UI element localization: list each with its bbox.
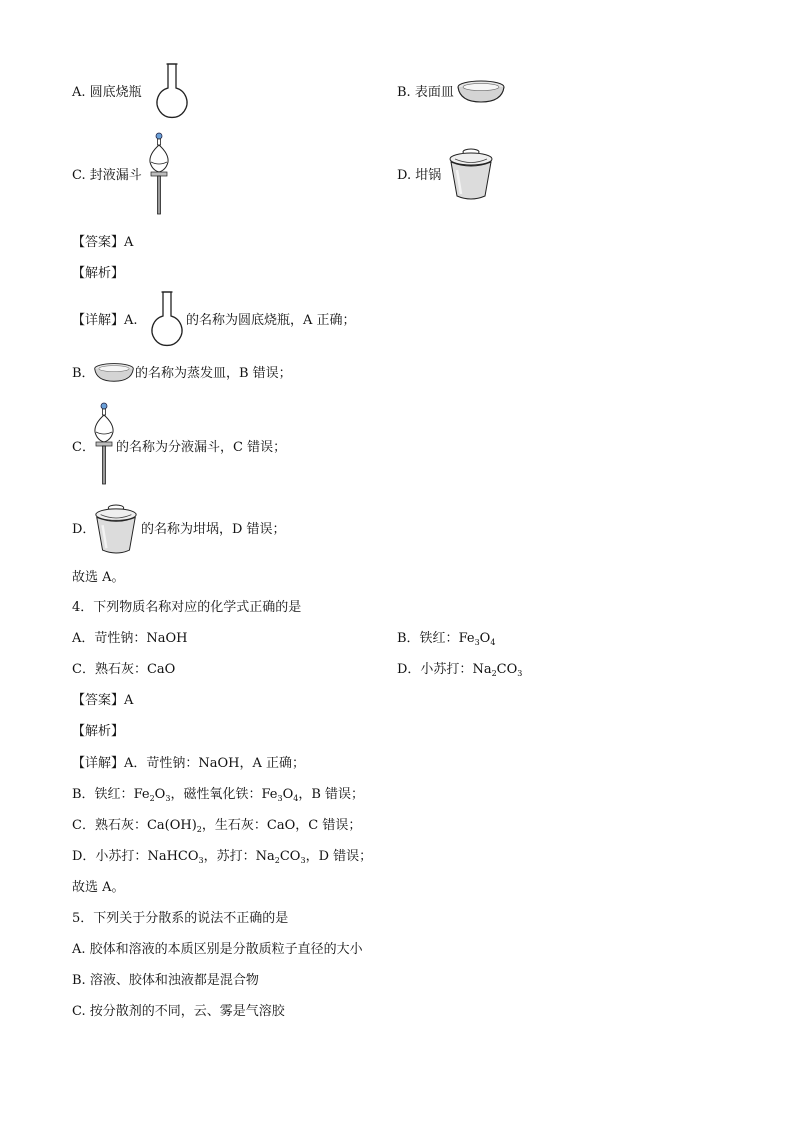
option-b-label: B. 表面皿 — [397, 85, 454, 100]
detail-b-text: 的名称为蒸发皿，B 错误； — [135, 366, 292, 381]
question-4: 4．下列物质名称对应的化学式正确的是 — [72, 600, 302, 615]
q4-option-a: A．苛性钠：NaOH — [72, 631, 188, 646]
answer-line: 【答案】A — [72, 235, 134, 250]
option-d-label: D. 坩锅 — [397, 168, 442, 183]
detail-a-prefix: 【详解】A. — [72, 313, 138, 328]
detail-b-prefix: B． — [72, 366, 95, 381]
option-c-label: C. 封液漏斗 — [72, 168, 142, 183]
watch-glass-icon — [456, 78, 506, 104]
separatory-funnel-icon — [147, 132, 171, 216]
q4-conclusion: 故选 A。 — [72, 880, 125, 895]
evaporating-dish-icon — [93, 360, 135, 384]
q4-analysis-label: 【解析】 — [72, 724, 125, 739]
detail-c-prefix: C． — [72, 440, 95, 455]
conclusion: 故选 A。 — [72, 570, 125, 585]
q5-option-b: B. 溶液、胶体和浊液都是混合物 — [72, 973, 259, 988]
question-5: 5．下列关于分散系的说法不正确的是 — [72, 911, 289, 926]
q5-option-a: A. 胶体和溶液的本质区别是分散质粒子直径的大小 — [72, 942, 363, 957]
q4-option-d: D．小苏打：$Na_2CO_3$ — [397, 662, 523, 678]
round-bottom-flask-icon — [152, 62, 192, 122]
q4-detail-3: C．熟石灰：$Ca(OH)_2$，生石灰：CaO，C 错误； — [72, 818, 362, 834]
q4-answer-line: 【答案】A — [72, 693, 134, 708]
q4-detail-2: B．铁红：$Fe_2O_3$，磁性氧化铁：$Fe_3O_4$，B 错误； — [72, 787, 365, 803]
q5-option-c: C. 按分散剂的不同，云、雾是气溶胶 — [72, 1004, 285, 1019]
detail-a-text: 的名称为圆底烧瓶，A 正确； — [186, 313, 356, 328]
q4-detail-4: D．小苏打：NaHCO$_3$，苏打：$Na_2CO_3$，D 错误； — [72, 849, 373, 865]
q4-option-c: C．熟石灰：CaO — [72, 662, 176, 677]
round-bottom-flask-icon — [147, 290, 187, 350]
crucible-icon — [92, 502, 140, 556]
detail-c-text: 的名称为分液漏斗，C 错误； — [116, 440, 287, 455]
option-a-label: A. 圆底烧瓶 — [72, 85, 142, 100]
crucible-icon — [446, 146, 496, 202]
q4-option-b: B．铁红：$Fe_3O_4$ — [397, 631, 496, 647]
detail-d-prefix: D． — [72, 522, 96, 537]
detail-d-text: 的名称为坩埚，D 错误； — [141, 522, 286, 537]
analysis-label: 【解析】 — [72, 266, 125, 281]
separatory-funnel-icon — [92, 402, 116, 486]
q4-detail-1: 【详解】A．苛性钠：NaOH，A 正确； — [72, 756, 306, 771]
